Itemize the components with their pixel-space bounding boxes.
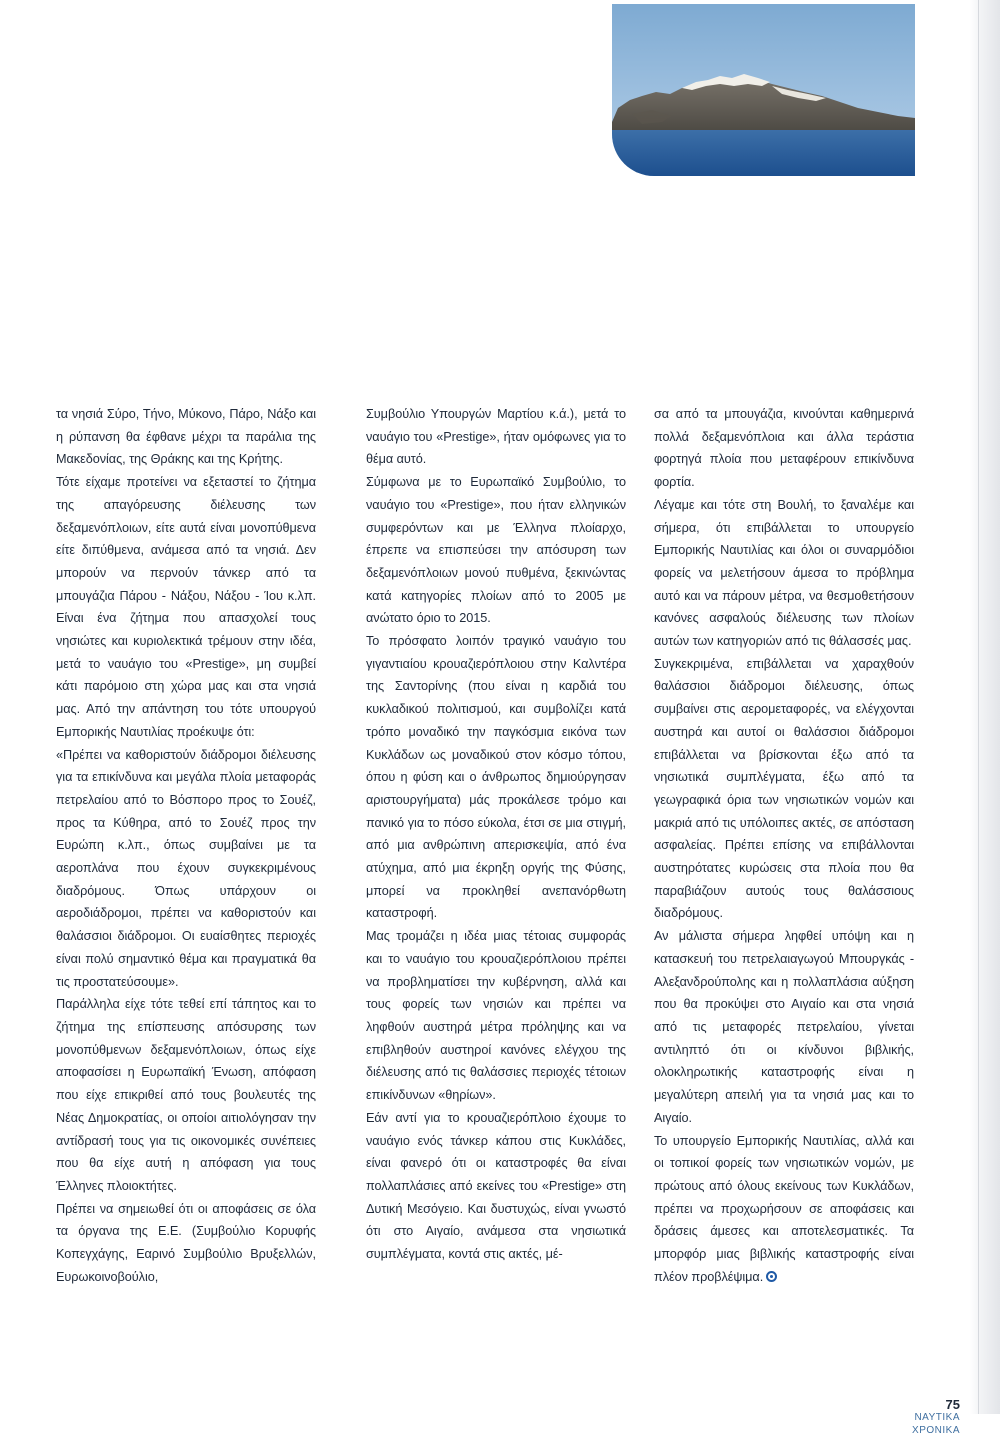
last-paragraph [654, 1130, 914, 1289]
page-edge [970, 0, 1000, 1414]
paragraph: Λέγαμε και τότε στη Βουλή, το ξαναλέμε και σήμερα, ότι επιβάλλεται το υπουργείο Εμπορικής Ναυτιλίας και όλοι οι συναρμόδιοι φορείς να μελετήσουν άμεσα το πρόβλημα αυτό και να πάρουν μέτρα, να θεσμοθετήσουν κανόνες ασφαλούς διέλευσης των πλοίων αυτών των κατηγοριών από τις θάλασσές μας. [654, 497, 914, 649]
paragraph: Συμβούλιο Υπουργών Μαρτίου κ.ά.), μετά το ναυάγιο του «Prestige», ήταν ομόφωνες για το θέμα αυτό. [366, 407, 626, 467]
page-folio [898, 1398, 960, 1437]
page-edge-line [978, 0, 979, 1414]
photo-sea [612, 130, 915, 176]
paragraph: Συγκεκριμένα, επιβάλλεται να χαραχθούν θαλάσσιοι διάδρομοι διέλευσης, όπως συμβαίνει στις αερομεταφορές, να ελέγχονται αυστηρά και αυτοί οι θαλάσσιοι διάδρομοι επιβάλλεται να βρίσκονται έξω από τα νησιωτικά συμπλέγματα, έξω από τα γεωγραφικά όρια των νησιωτικών νομών και μακριά από τις υπόλοιπες ακτές, σε απόσταση ασφαλείας. Πρέπει επίσης να επιβάλλονται αυστηρότατες κυρώσεις στα πλοία που θα παραβιάζουν αυτούς τους θαλάσσιους διαδρόμους. [654, 656, 914, 921]
article-column-3 [654, 403, 914, 1288]
paragraph: Το πρόσφατο λοιπόν τραγικό ναυάγιο του γιγαντιαίου κρουαζιερόπλοιου στην Καλντέρα της Σαντορίνης (που είναι η καρδιά του κυκλαδικού πολιτισμού, και συμβολίζει κατά τρόπο μοναδικό την παγκόσμια εικόνα των Κυκλάδων ως μοναδικού στον κόσμο τόπου, όπου η φύση και ο άνθρωπος δημιούργησαν αριστουργήματα) μάς προκάλεσε τρόμο και πανικό για το πόσο εύκολα, έτσι σε μια στιγμή, από μια ανθρώπινη απερισκεψία, από ένα ατύχημα, από μια έκρηξη οργής της Φύσης, μπορεί να προκληθεί ανεπανόρθωτη καταστροφή. [366, 634, 626, 921]
page-number: 75 [945, 1397, 960, 1412]
paragraph: Τότε είχαμε προτείνει να εξεταστεί το ζήτημα της απαγόρευσης διέλευσης των δεξαμενόπλοιων, είτε αυτά είναι μονοπύθμενα είτε διπύθμενα, ανάμεσα από τα νησιά. Δεν μπορούν να περνούν τάνκερ από τα μπουγάζια Πάρου - Νάξου, Νάξου - Ίου κ.λπ. Είναι ένα ζήτημα που απασχολεί τους νησιώτες και κυριολεκτικά τρέμουν στην ιδέα, μετά το ναυάγιο του «Prestige», μη συμβεί κάτι παρόμοιο στη χώρα μας και στα νησιά μας. Από την απάντηση του τότε υπουργού Εμπορικής Ναυτιλίας προέκυψε ότι: [56, 475, 316, 739]
paragraph: Εάν αντί για το κρουαζιερόπλοιο έχουμε το ναυάγιο ενός τάνκερ κάπου στις Κυκλάδες, είναι φανερό ότι οι καταστροφές θα είναι πολλαπλάσιες από εκείνες του «Prestige» στη Δυτική Μεσόγειο. Και δυστυχώς, είναι γνωστό ότι στο Αιγαίο, ανάμεσα στα νησιωτικά συμπλέγματα, κοντά στις ακτές, μέ- [366, 1110, 626, 1262]
paragraph: Παράλληλα είχε τότε τεθεί επί τάπητος και το ζήτημα της επίσπευσης απόσυρσης των μονοπύθμενων δεξαμενόπλοιων, όπως είχε αποφασίσει η Ευρωπαϊκή Ένωση, απόφαση που είχε επικριθεί από τους βουλευτές της Νέας Δημοκρατίας, οι οποίοι αιτιολόγησαν την αντίδρασή τους για τις οικονομικές συνέπειες που θα είχε αυτή η απόφαση για τους Έλληνες πλοιοκτήτες. [56, 997, 316, 1193]
paragraph: Σύμφωνα με το Ευρωπαϊκό Συμβούλιο, το ναυάγιο του «Prestige», που ήταν ελληνικών συμφερόντων και με Έλληνα πλοίαρχο, έπρεπε να επισπεύσει την απόσυρση των δεξαμενόπλοιων μονού πυθμένα, ξεκινώντας κατά κατηγορίες πλοίων από το 2005 με ανώτατο όριο το 2015. [366, 475, 626, 626]
article-column-1 [56, 403, 316, 1288]
island-photo-svg [612, 4, 915, 176]
article-column-2 [366, 403, 626, 1266]
paragraph: Πρέπει να σημειωθεί ότι οι αποφάσεις σε όλα τα όργανα της Ε.Ε. (Συμβούλιο Κορυφής Κοπεγχάγης, Εαρινό Συμβούλιο Βρυξελλών, Ευρωκοινοβούλιο, [56, 1201, 316, 1284]
paragraph: Μας τρομάζει η ιδέα μιας τέτοιας συμφοράς και το ναυάγιο του κρουαζιερόπλοιου πρέπει να προβληματίσει την κυβέρνηση, αλλά και τους φορείς των νησιών και πρέπει να ληφθούν αυστηρά μέτρα πρόληψης και να επιβληθούν αυστηροί κανόνες ελέγχου της διέλευσης από τις θαλάσσιες περιοχές τέτοιων επικίνδυνων «θηρίων». [366, 929, 626, 1103]
end-of-article-icon [766, 1271, 777, 1282]
island-photo [612, 4, 915, 176]
paragraph: τα νησιά Σύρο, Τήνο, Μύκονο, Πάρο, Νάξο και η ρύπανση θα έφθανε μέχρι τα παράλια της Μακεδονίας, της Θράκης και της Κρήτης. [56, 407, 316, 467]
paragraph: σα από τα μπουγάζια, κινούνται καθημερινά πολλά δεξαμενόπλοια και άλλα τεράστια φορτηγά πλοία που μεταφέρουν επικίνδυνα φορτία. [654, 407, 914, 490]
paragraph: «Πρέπει να καθοριστούν διάδρομοι διέλευσης για τα επικίνδυνα και μεγάλα πλοία μεταφοράς πετρελαίου από το Βόσπορο προς το Σουέζ, προς τα Κύθηρα, από το Σουέζ προς την Ευρώπη κ.λπ., όπως συμβαίνει με τα αεροπλάνα που έχουν συγκεκριμένους διαδρόμους. Όπως υπάρχουν οι αεροδιάδρομοι, πρέπει να καθοριστούν και θαλάσσιοι διάδρομοι. Οι ευαίσθητες περιοχές είναι πολύ σημαντικό θέμα και πραγματικά θα τις προστατεύσουμε». [56, 747, 316, 989]
magazine-name-line2: ΧΡΟΝΙΚΑ [912, 1425, 960, 1436]
paragraph: Αν μάλιστα σήμερα ληφθεί υπόψη και η κατασκευή του πετρελαιαγωγού Μπουργκάς - Αλεξανδρούπολης και η πολλαπλάσια αύξηση που θα προκύψει στο Αιγαίο και στα νησιά από τις μεταφορές πετρελαίου, γίνεται αντιληπτό ότι οι κίνδυνοι βιβλικής, ολοκληρωτικής καταστροφής είναι η μεγαλύτερη απειλή για τα νησιά μας και το Αιγαίο. [654, 929, 914, 1125]
magazine-name-line1: ΝΑΥΤΙΚΑ [914, 1412, 960, 1423]
last-paragraph-text: Το υπουργείο Εμπορικής Ναυτιλίας, αλλά και οι τοπικοί φορείς των νησιωτικών νομών, με πρώτους από όλους εκείνους των Κυκλάδων, πρέπει να προχωρήσουν σε αποφάσεις και δράσεις άμεσες και αποτελεσματικές. Τα μπορφόρ μιας βιβλικής καταστροφής είναι πλέον προβλέψιμα. [654, 1133, 914, 1284]
